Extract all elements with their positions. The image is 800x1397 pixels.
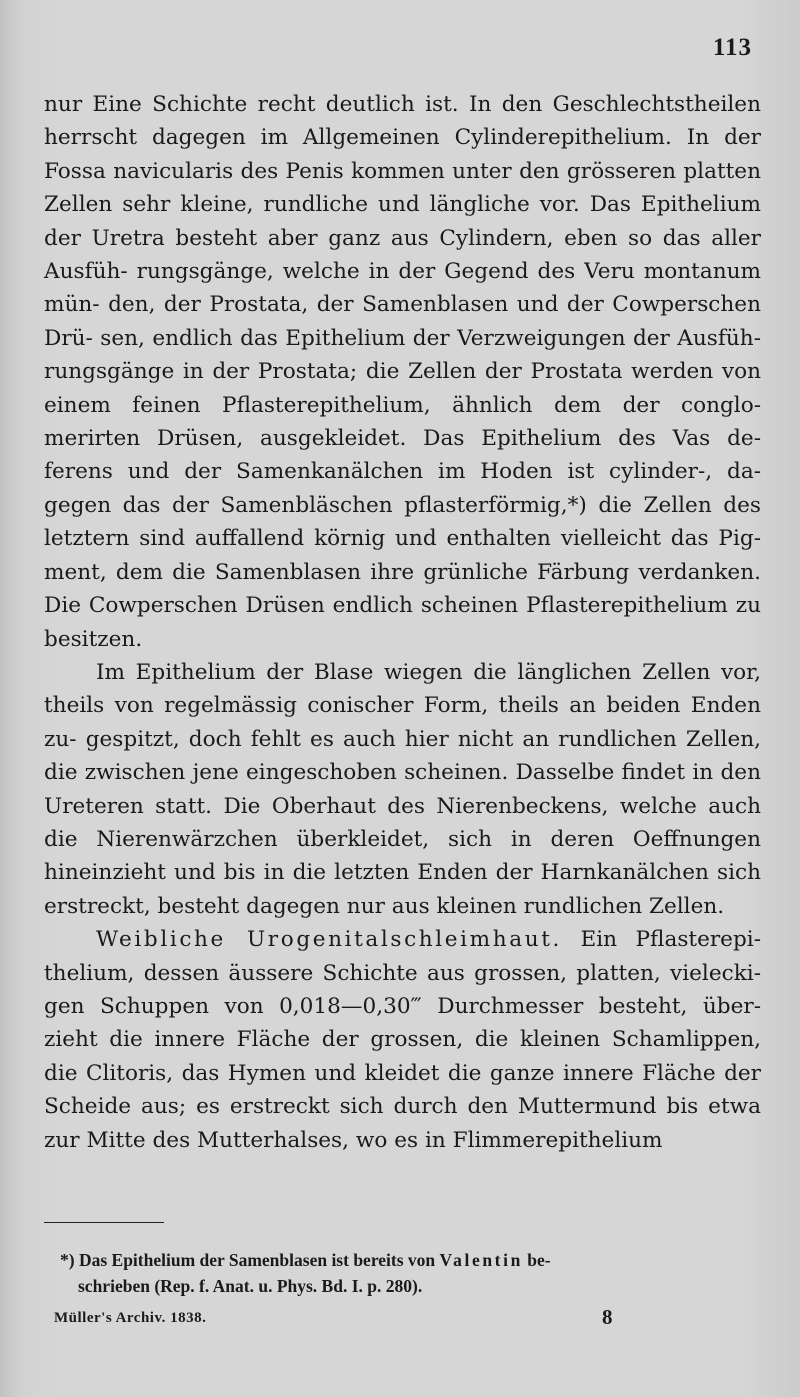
text-line: auch die Nierenwärzchen überkleidet, sich in deren Oeffnungen [44,793,761,852]
text-line: hineinzieht und bis in die letzten Enden der Harnkanälchen [44,860,709,886]
text-line: gegen das der Samenbläschen pflasterförmig,*) die Zellen des [44,492,761,518]
text-line: etwa zur Mitte des Mutterhalses, wo es in Flimmerepithelium [44,1094,761,1153]
journal-signature: Müller's Archiv. 1838. [54,1310,207,1326]
text-line: besteht aber ganz aus Cylindern, eben so das aller Ausfüh- [44,225,761,285]
text-line: sehr kleine, rundliche und längliche vor. Das Epithelium der Uretra [44,192,761,251]
main-text [44,88,761,1157]
text-line: den, der Prostata, der Samenblasen und der Cowperschen Drü- [44,292,761,351]
footnote-rule [44,1222,164,1223]
footnote-text: Das Epithelium der Samenblasen ist bereits von [78,1250,436,1270]
text-line: rungsgänge, welche in der Gegend des Veru montanum mün- [44,259,761,318]
text-line: von einem feinen Pflasterepithelium, ähnlich dem der conglo- [44,359,761,418]
footnote-marker: *) [60,1250,75,1270]
paragraph-bladder-epithelium [44,656,761,923]
footnote [60,1247,760,1299]
text-line: ment, dem die Samenblasen ihre grünliche Färbung verdanken. [44,559,761,585]
text-line: die Clitoris, das Hymen und kleidet die ganze innere Fläche [44,1060,716,1086]
text-line: nur Eine Schichte recht deutlich ist. In den Geschlechtstheilen [44,92,761,117]
text-line: Die Cowperschen Drüsen endlich scheinen Pflasterepithelium [44,593,728,619]
text-line: ferens und der Samenkanälchen im Hoden ist cylinder-, da- [44,459,761,485]
footnote-line-1 [60,1247,760,1273]
text-line: navicularis des Penis kommen unter den grösseren platten Zellen [44,158,761,218]
footnote-author: Valentin [439,1250,523,1270]
text-line: sich erstreckt, besteht dagegen nur aus kleinen rundlichen Zellen. [44,860,761,919]
sheet-signature: 8 [602,1305,613,1329]
text-line: rungsgänge in der Prostata; die Zellen der Prostata werden [44,359,714,385]
text-line: die zwischen jene eingeschoben scheinen. Dasselbe findet in [44,760,714,786]
page-number: 113 [712,34,752,61]
text-line: herrscht dagegen im Allgemeinen Cylinderepithelium. In der Fossa [44,125,761,184]
footnote-text: be- [527,1250,551,1270]
footnote-line-2: schrieben (Rep. f. Anat. u. Phys. Bd. I. p. 280). [78,1276,423,1296]
text-line: theils von regelmässig conischer Form, theils an beiden Enden zu- [44,693,761,752]
text-line: gespitzt, doch fehlt es auch hier nicht an rundlichen Zellen, [85,726,761,752]
text-line: merirten Drüsen, ausgekleidet. Das Epithelium des Vas de- [44,426,761,452]
text-line: zu besitzen. [44,593,762,652]
text-line: zieht die innere Fläche der grossen, die kleinen Schamlippen, [44,1027,761,1053]
text-line: den Ureteren statt. Die Oberhaut des Nierenbeckens, welche [44,760,761,819]
paragraph-genital-epithelium [44,88,761,656]
text-line: letztern sind auffallend körnig und enthalten vielleicht das Pig- [44,526,761,552]
text-line: Ein Pflasterepi- [580,927,761,953]
section-heading: Weibliche Urogenitalschleimhaut. [96,927,562,953]
text-line: der Scheide aus; es erstreckt sich durch den Muttermund bis [44,1060,762,1120]
paragraph-female-urogenital [44,923,761,1157]
text-line: thelium, dessen äussere Schichte aus grossen, platten, vielecki- [44,960,761,986]
text-line: gen Schuppen von 0,018—0,30‴ Durchmesser besteht, über- [44,993,761,1019]
text-line: Im Epithelium der Blase wiegen die länglichen Zellen vor, [96,659,761,685]
text-line: sen, endlich das Epithelium der Verzweigungen der Ausfüh- [100,325,761,351]
